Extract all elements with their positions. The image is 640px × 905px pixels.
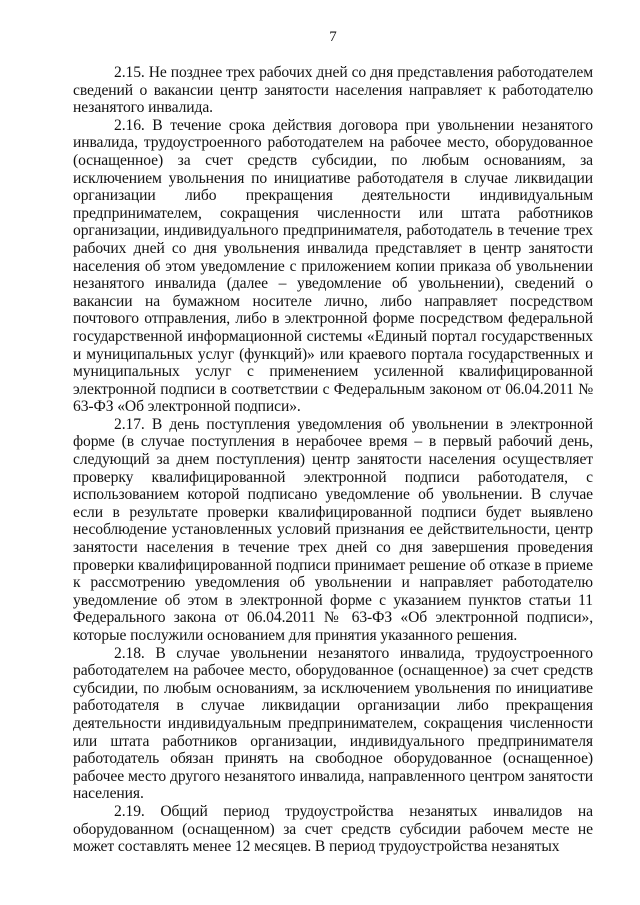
paragraph-2-16: 2.16. В течение срока действия договора при увольнении незанятого инвалида, трудоустроенного работодателем на рабочее место, оборудованное (оснащенное) за счет средств субсидии, по любым основаниям, за исключением увольнения по инициативе работодателя в случае ликвидации организации либо прекращения деятельности индивидуальным предпринимателем, сокращения численности или штата работников организации, индивидуального предпринимателя, работодатель в течение трех рабочих дней со дня увольнения инвалида представляет в центр занятости населения об этом уведомление с приложением копии приказа об увольнении незанятого инвалида (далее – уведомление об увольнении), сведений о вакансии на бумажном носителе лично, либо направляет посредством почтового отправления, либо в электронной форме посредством федеральной государственной информационной системы «Единый портал государственных и муниципальных услуг (функций)» или краевого портала государственных и муниципальных услуг с применением усиленной квалифицированной электронной подписи в соответствии с Федеральным законом от 06.04.2011 № 63-ФЗ «Об электронной подписи». (73, 116, 593, 416)
paragraph-2-17: 2.17. В день поступления уведомления об увольнении в электронной форме (в случае поступления в нерабочее время – в первый рабочий день, следующий за днем поступления) центр занятости населения осуществляет проверку квалифицированной электронной подписи работодателя, с использованием которой подписано уведомление об увольнении. В случае если в результате проверки квалифицированной подписи будет выявлено несоблюдение установленных условий признания ее действительности, центр занятости населения в течение трех дней со дня завершения проведения проверки квалифицированной подписи принимает решение об отказе в приеме к рассмотрению уведомления об увольнении и направляет работодателю уведомление об этом в электронной форме с указанием пунктов статьи 11 Федерального закона от 06.04.2011 № 63-ФЗ «Об электронной подписи», которые послужили основанием для принятия указанного решения. (73, 415, 593, 644)
paragraph-2-19: 2.19. Общий период трудоустройства незанятых инвалидов на оборудованном (оснащенном) за счет средств субсидии рабочем месте не может составлять менее 12 месяцев. В период трудоустройства незанятых (73, 802, 593, 856)
page-number: 7 (329, 29, 337, 45)
paragraph-2-18: 2.18. В случае увольнении незанятого инвалида, трудоустроенного работодателем на рабочее место, оборудованное (оснащенное) за счет средств субсидии, по любым основаниям, за исключением увольнения по инициативе работодателя в случае ликвидации организации либо прекращения деятельности индивидуальным предпринимателем, сокращения численности или штата работников организации, индивидуального предпринимателя работодатель обязан принять на свободное оборудованное (оснащенное) рабочее место другого незанятого инвалида, направленного центром занятости населения. (73, 644, 593, 803)
paragraph-2-15: 2.15. Не позднее трех рабочих дней со дня представления работодателем сведений о вакансии центр занятости населения направляет к работодателю незанятого инвалида. (73, 64, 593, 117)
